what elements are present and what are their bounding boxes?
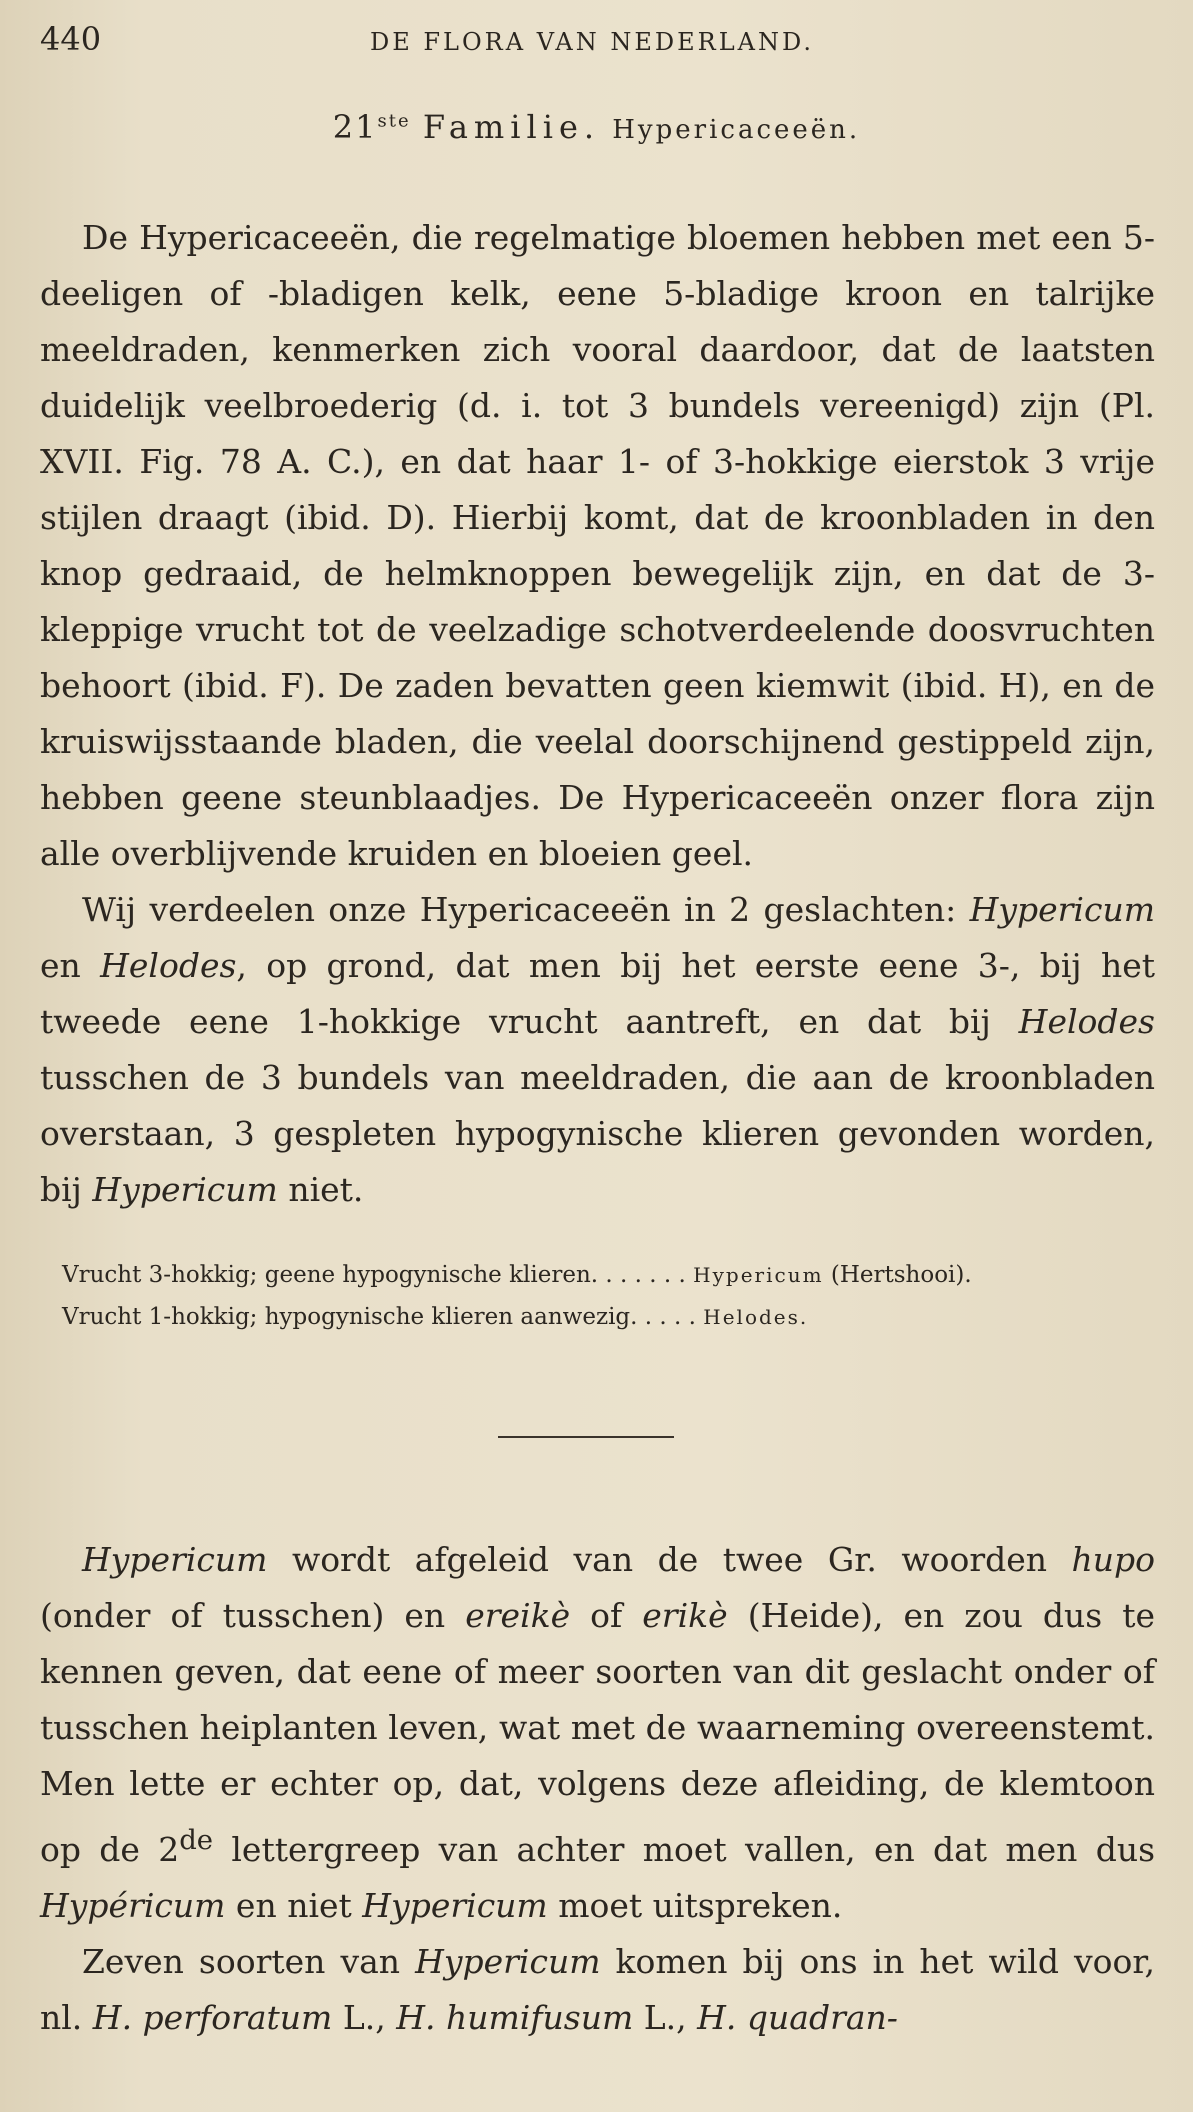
family-title <box>0 108 1193 146</box>
running-title: DE FLORA VAN NEDERLAND. <box>370 28 814 56</box>
page-header <box>40 20 1153 70</box>
genus-name: Helodes <box>100 946 237 985</box>
family-number-suffix: ste <box>377 110 411 132</box>
paragraph-genera: Wij verdeelen onze Hypericaceeën in 2 geslachten: Hypericum en Helodes, op grond, dat men bij het eerste eene 3-, bij het tweede eene 1-hokkige vrucht aantreft, en dat bij Helodes tusschen de 3 bundels van meeldraden, die aan de kroonbladen overstaan, 3 gespleten hypogynische klieren gevonden worden, bij Hypericum niet. <box>40 890 1155 1209</box>
family-number: 21 <box>332 108 378 146</box>
etymology-section <box>40 1532 1155 2046</box>
key-line-1: Vrucht 3-hokkig; geene hypogynische klieren. . . . . . . Hypericum (Hertshooi). <box>62 1262 972 1288</box>
section-divider <box>498 1436 674 1438</box>
key-line-2: Vrucht 1-hokkig; hypogynische klieren aanwezig. . . . . Helodes. <box>62 1304 809 1330</box>
intro-section <box>40 210 1155 1218</box>
paragraph-etymology: Hypericum wordt afgeleid van de twee Gr. woorden hupo (onder of tusschen) en ereikè of erikè (Heide), en zou dus te kennen geven, dat eene of meer soorten van dit geslacht onder of tusschen heiplanten leven, wat met de waarneming overeenstemt. Men lette er echter op, dat, volgens deze afleiding, de klemtoon op de 2de lettergreep van achter moet vallen, en dat men dus Hypéricum en niet Hypericum moet uitspreken. <box>40 1540 1156 1925</box>
family-word: Familie. <box>422 108 601 146</box>
identification-key <box>40 1254 1155 1338</box>
paragraph-description: De Hypericaceeën, die regelmatige bloemen hebben met een 5-deeligen of -bladigen kelk, eene 5-bladige kroon en talrijke meeldraden, kenmerken zich vooral daardoor, dat de laatsten duidelijk veelbroederig (d. i. tot 3 bundels vereenigd) zijn (Pl. XVII. Fig. 78 A. C.), en dat haar 1- of 3-hokkige eierstok 3 vrije stijlen draagt (ibid. D). Hierbij komt, dat de kroonbladen in den knop gedraaid, de helmknoppen bewegelijk zijn, en dat de 3-kleppige vrucht tot de veelzadige schotverdeelende doosvruchten behoort (ibid. F). De zaden bevatten geen kiemwit (ibid. H), en de kruiswijsstaande bladen, die veelal doorschijnend gestippeld zijn, hebben geene steunblaadjes. De Hypericaceeën onzer flora zijn alle overblijvende kruiden en bloeien geel. <box>40 218 1155 873</box>
genus-name: Hypericum <box>92 1170 278 1209</box>
family-name: Hypericaceeën. <box>612 115 861 145</box>
page-number: 440 <box>40 20 102 58</box>
genus-name: Hypericum <box>969 890 1155 929</box>
paragraph-species: Zeven soorten van Hypericum komen bij ons in het wild voor, nl. H. perforatum L., H. humifusum L., H. quadran- <box>40 1942 1155 2037</box>
genus-name: Helodes <box>1018 1002 1155 1041</box>
